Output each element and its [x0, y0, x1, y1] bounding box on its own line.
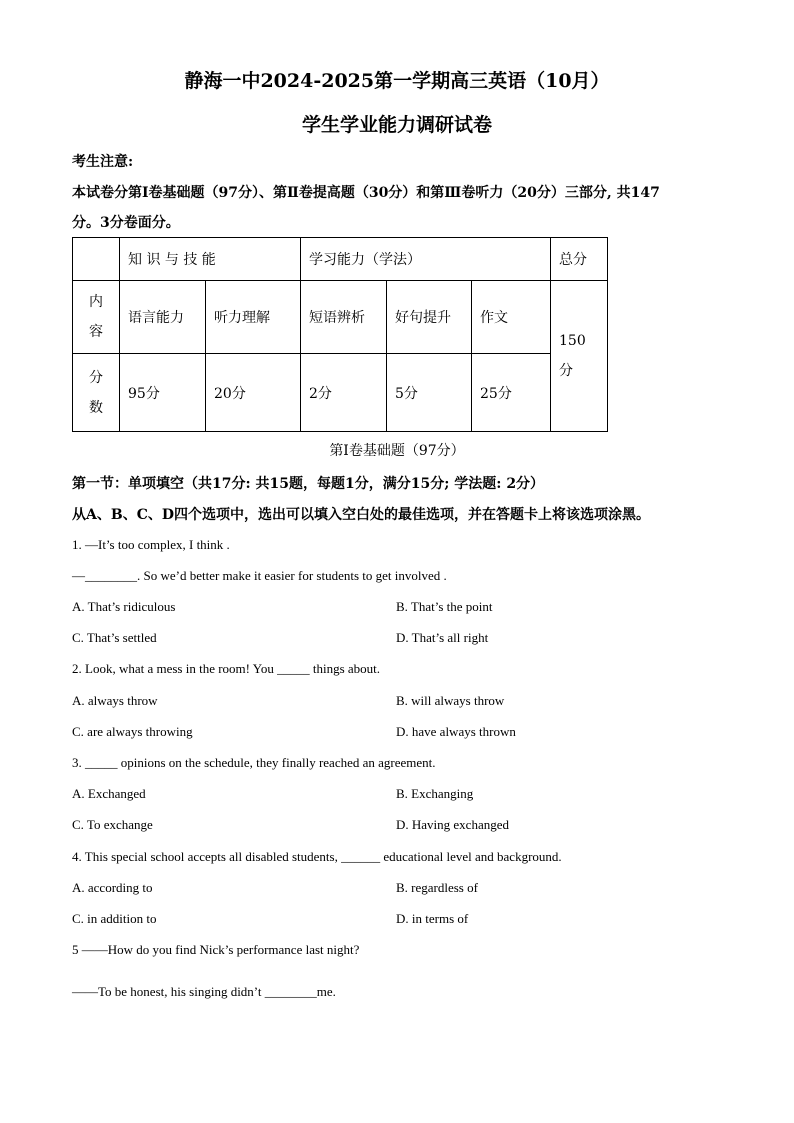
page-title: 静海一中2024-2025第一学期高三英语（10月） [184, 70, 610, 92]
question-5-stem: 5 ——How do you find Nick’s performance last night? [72, 942, 360, 957]
part-1-instruction: 从A、B、C、D四个选项中，选出可以填入空白处的最佳选项，并在答题卡上将该选项涂黑。 [72, 507, 650, 523]
learning-ability-header: 学习能力（学法） [301, 238, 551, 281]
score-language-ability: 95分 [120, 354, 206, 432]
question-2-stem: 2. Look, what a mess in the room! You _____ things about. [72, 661, 381, 676]
column-listening: 听力理解 [206, 281, 301, 354]
total-header: 总分 [551, 238, 608, 281]
question-3-option-d: D. Having exchanged [396, 817, 509, 832]
score-table [72, 237, 608, 432]
row-label-score: 分 数 [73, 354, 120, 432]
question-3-option-a: A. Exchanged [72, 786, 146, 801]
section-title: 第Ⅰ卷基础题（97分） [329, 443, 465, 459]
question-1-option-c: C. That’s settled [72, 630, 157, 645]
column-sentence-improvement: 好句提升 [387, 281, 472, 354]
notice-line-1: 本试卷分第Ⅰ卷基础题（97分）、第Ⅱ卷提高题（30分）和第Ⅲ卷听力（20分）三部分, 共147 [72, 185, 660, 201]
question-4-option-d: D. in terms of [396, 911, 469, 926]
question-2-option-b: B. will always throw [396, 693, 505, 708]
question-2-option-a: A. always throw [72, 693, 158, 708]
question-3-option-b: B. Exchanging [396, 786, 474, 801]
notice-label: 考生注意: [72, 154, 134, 170]
column-writing: 作文 [472, 281, 551, 354]
score-phrase-analysis: 2分 [301, 354, 387, 432]
part-1-heading: 第一节：单项填空（共17分: 共15题，每题1分，满分15分; 学法题: 2分） [72, 476, 545, 492]
question-2-option-c: C. are always throwing [72, 724, 193, 739]
question-2-option-d: D. have always thrown [396, 724, 516, 739]
score-writing: 25分 [472, 354, 551, 432]
question-3-option-c: C. To exchange [72, 817, 153, 832]
page-subtitle: 学生学业能力调研试卷 [301, 114, 492, 136]
question-3-stem: 3. _____ opinions on the schedule, they finally reached an agreement. [72, 755, 436, 770]
row-label-content: 内 容 [73, 281, 120, 354]
score-listening: 20分 [206, 354, 301, 432]
question-4-option-c: C. in addition to [72, 911, 157, 926]
total-value: 150 分 [551, 281, 608, 432]
table-corner-cell [73, 238, 120, 281]
column-phrase-analysis: 短语辨析 [301, 281, 387, 354]
column-language-ability: 语言能力 [120, 281, 206, 354]
score-sentence-improvement: 5分 [387, 354, 472, 432]
knowledge-skills-header: 知 识 与 技 能 [120, 238, 301, 281]
question-1-option-a: A. That’s ridiculous [72, 599, 176, 614]
question-1-stem: 1. —It’s too complex, I think . [72, 537, 230, 552]
question-5-stem-2: ——To be honest, his singing didn’t ________me. [72, 984, 336, 999]
question-1-option-b: B. That’s the point [396, 599, 493, 614]
question-4-stem: 4. This special school accepts all disabled students, ______ educational level and background. [72, 849, 562, 864]
question-4-option-a: A. according to [72, 880, 153, 895]
question-1-stem-2: —________. So we’d better make it easier for students to get involved . [72, 568, 447, 583]
question-4-option-b: B. regardless of [396, 880, 478, 895]
question-1-option-d: D. That’s all right [396, 630, 489, 645]
notice-line-2: 分。3分卷面分。 [72, 215, 180, 231]
